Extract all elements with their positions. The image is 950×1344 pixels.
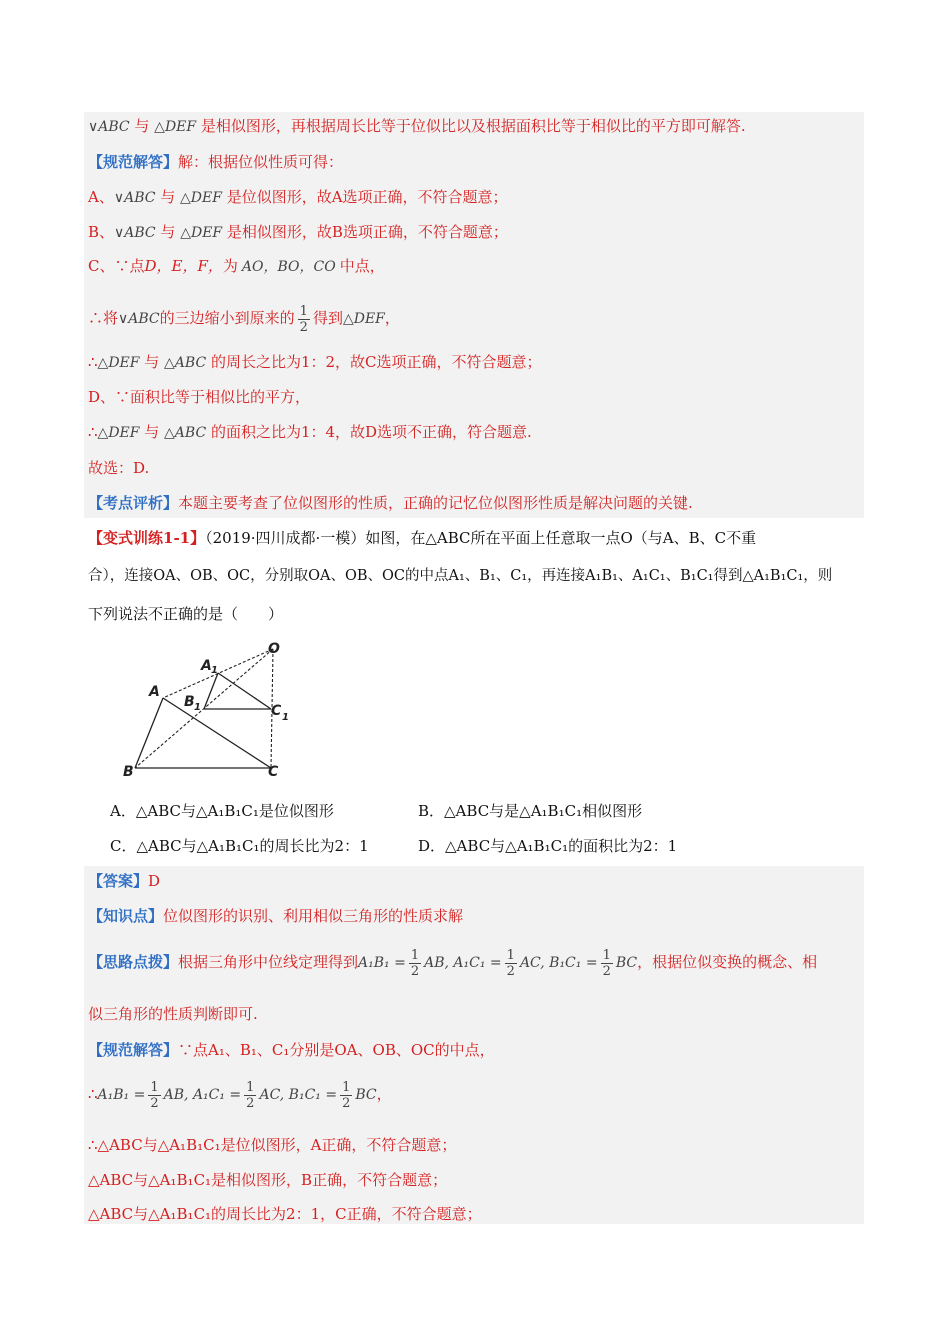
frac-num: 1 <box>150 1079 159 1095</box>
geometry-figure <box>118 640 298 780</box>
fraction-half <box>298 304 310 335</box>
frac-den: 2 <box>410 963 420 979</box>
tag-solution-2: 【规范解答】 <box>88 1041 179 1059</box>
math-def: △DEF <box>342 311 385 327</box>
question-line-3 <box>88 604 283 624</box>
fraction-half <box>148 1080 160 1111</box>
math-abc: △ABC <box>164 425 207 441</box>
hint-line-1 <box>88 940 817 985</box>
fraction-half <box>340 1080 352 1111</box>
solution-line-2 <box>88 1072 392 1117</box>
text: A、 <box>88 188 114 206</box>
points: D，E，F， <box>144 257 223 275</box>
option-c[interactable] <box>110 836 369 856</box>
text: ∴ <box>88 353 98 371</box>
math-abc: ∨ABC <box>88 119 130 135</box>
text: 的周长之比为1：2，故C选项正确，不符合题意； <box>206 353 542 371</box>
tag-variant: 【变式训练1-1】 <box>88 529 206 547</box>
tag-solution: 【规范解答】 <box>88 153 179 171</box>
perimeter-line <box>88 352 542 373</box>
review-line <box>88 493 693 513</box>
frac-den: 2 <box>299 319 308 335</box>
label-O: O <box>268 641 280 657</box>
math-ac-b1c1: AC, B₁C₁ = <box>519 955 598 971</box>
text: 位似图形的识别、利用相似三角形的性质求解 <box>163 907 464 925</box>
math-abc: ∨ABC <box>114 225 156 241</box>
text: ∴ <box>88 423 98 441</box>
frac-num: 1 <box>246 1079 255 1095</box>
math-def: △DEF <box>180 225 223 241</box>
solution-lead-line <box>88 152 343 172</box>
option-c-line <box>88 256 385 277</box>
math-ac-b1c1: AC, B₁C₁ = <box>259 1087 338 1103</box>
frac-den: 2 <box>506 963 515 979</box>
frac-num: 1 <box>299 303 308 319</box>
segment-A1C1 <box>218 673 271 709</box>
segment-A1B1 <box>204 673 218 709</box>
label-C1: C <box>271 703 282 719</box>
frac-num: 1 <box>602 947 611 963</box>
text: ，根据位似变换的概念、相 <box>637 953 818 971</box>
math-def: △DEF <box>97 355 140 371</box>
area-rule-line <box>88 387 310 407</box>
text: ∴ <box>88 1085 98 1103</box>
text: 故选：D. <box>88 459 150 477</box>
choose-line <box>88 458 149 478</box>
label-B1: B <box>184 694 195 710</box>
math-ab-a1c1: AB, A₁C₁ = <box>424 955 502 971</box>
frac-num: 1 <box>342 1079 351 1095</box>
math-abc: ∨ABC <box>118 311 160 327</box>
math-a1b1: A₁B₁ = <box>97 1087 146 1103</box>
question-line-1 <box>88 528 756 548</box>
solution-line-5 <box>88 1204 482 1224</box>
math-def: △DEF <box>180 190 222 206</box>
solution-line-1 <box>88 1040 495 1060</box>
text: 与 <box>155 188 181 206</box>
label-C1-sub: 1 <box>282 712 289 723</box>
label-A: A <box>149 684 160 700</box>
tag-answer: 【答案】 <box>88 872 149 890</box>
text: 似三角形的性质判断即可. <box>88 1005 258 1023</box>
knowledge-line <box>88 906 463 926</box>
text: 下列说法不正确的是（ ） <box>88 605 284 623</box>
frac-den: 2 <box>246 1095 255 1111</box>
text: 解：根据位似性质可得： <box>178 153 344 171</box>
text: 是相似图形，故B选项正确，不符合题意； <box>222 223 508 241</box>
answer-line <box>88 871 160 891</box>
segment-AB <box>135 698 163 768</box>
text: 是位似图形，故A选项正确，不符合题意； <box>221 188 508 206</box>
text: 中点， <box>339 257 385 275</box>
text: C、∵点 <box>88 257 145 275</box>
text: ∴△ABC与△A₁B₁C₁是位似图形，A正确，不符合题意； <box>88 1136 457 1154</box>
option-b[interactable] <box>418 801 642 821</box>
segment-OA <box>163 649 273 698</box>
fraction-half <box>409 948 421 979</box>
label-A1: A <box>201 658 212 674</box>
option-d[interactable] <box>418 836 677 856</box>
fraction-half <box>601 948 613 979</box>
frac-den: 2 <box>602 963 611 979</box>
fraction-half <box>244 1080 256 1111</box>
option-a-text: A．△ABC与△A₁B₁C₁是位似图形 <box>110 802 334 820</box>
text-line <box>88 116 746 137</box>
fraction-half <box>505 948 517 979</box>
math-def: △DEF <box>97 425 140 441</box>
text: （2019·四川成都·一模）如图，在△ABC所在平面上任意取一点O（与A、B、C不重 <box>205 529 757 547</box>
text: 的面积之比为1：4，故D选项不正确，符合题意. <box>206 423 532 441</box>
math-segments: AO，BO，CO <box>241 259 336 275</box>
text: 是相似图形，再根据周长比等于位似比以及根据面积比等于相似比的平方即可解答. <box>196 117 746 135</box>
option-a[interactable] <box>110 801 334 821</box>
text: 的三边缩小到原来的 <box>159 309 295 327</box>
tag-knowledge: 【知识点】 <box>88 907 164 925</box>
option-b-line <box>88 222 508 243</box>
text: ， <box>384 309 400 327</box>
text: 合），连接OA、OB、OC，分别取OA、OB、OC的中点A₁、B₁、C₁，再连接A₁B₁、A₁C₁、B₁C₁得到△A₁B₁C₁，则 <box>88 568 833 584</box>
text: 根据三角形中位线定理得到 <box>178 953 359 971</box>
math-a1b1: A₁B₁ = <box>358 955 406 971</box>
area-line <box>88 422 532 443</box>
text: 得到 <box>312 309 343 327</box>
math-bc: BC <box>355 1087 377 1103</box>
label-B: B <box>123 764 134 780</box>
text: ， <box>376 1085 392 1103</box>
math-def: △DEF <box>154 119 197 135</box>
tag-hint: 【思路点拨】 <box>88 953 179 971</box>
math-bc: BC <box>615 955 638 971</box>
hint-line-2 <box>88 1004 258 1024</box>
text: B、 <box>88 223 115 241</box>
frac-num: 1 <box>506 947 515 963</box>
frac-den: 2 <box>150 1095 159 1111</box>
text: 与 <box>129 117 155 135</box>
math-abc: ∨ABC <box>113 190 156 206</box>
text: 本题主要考查了位似图形的性质，正确的记忆位似图形性质是解决问题的关键. <box>178 494 693 512</box>
text: 与 <box>139 423 165 441</box>
scale-line <box>88 298 400 339</box>
solution-line-4 <box>88 1170 447 1190</box>
label-B1-sub: 1 <box>194 702 201 713</box>
math-abc: △ABC <box>164 355 207 371</box>
tag-review: 【考点评析】 <box>88 494 179 512</box>
frac-den: 2 <box>342 1095 351 1111</box>
text: ∵点A₁、B₁、C₁分别是OA、OB、OC的中点， <box>178 1041 495 1059</box>
text: 与 <box>139 353 165 371</box>
option-b-text: B．△ABC与是△A₁B₁C₁相似图形 <box>418 802 643 820</box>
math-ab-a1c1: AB, A₁C₁ = <box>163 1087 242 1103</box>
option-d-text: D．△ABC与△A₁B₁C₁的面积比为2：1 <box>418 837 678 855</box>
text: 与 <box>155 223 181 241</box>
label-A1-sub: 1 <box>211 665 218 676</box>
label-C: C <box>268 764 279 780</box>
answer-value: D <box>148 872 161 890</box>
text: △ABC与△A₁B₁C₁的周长比为2：1，C正确，不符合题意； <box>88 1205 482 1223</box>
text: ∴将 <box>88 309 119 327</box>
solution-line-3 <box>88 1135 456 1155</box>
option-c-text: C．△ABC与△A₁B₁C₁的周长比为2：1 <box>110 837 369 855</box>
text: △ABC与△A₁B₁C₁是相似图形，B正确，不符合题意； <box>88 1171 448 1189</box>
frac-num: 1 <box>410 947 420 963</box>
text: 为 <box>222 257 238 275</box>
text: D、∵面积比等于相似比的平方， <box>88 388 311 406</box>
question-line-2 <box>88 566 832 586</box>
option-a-line <box>88 187 508 208</box>
